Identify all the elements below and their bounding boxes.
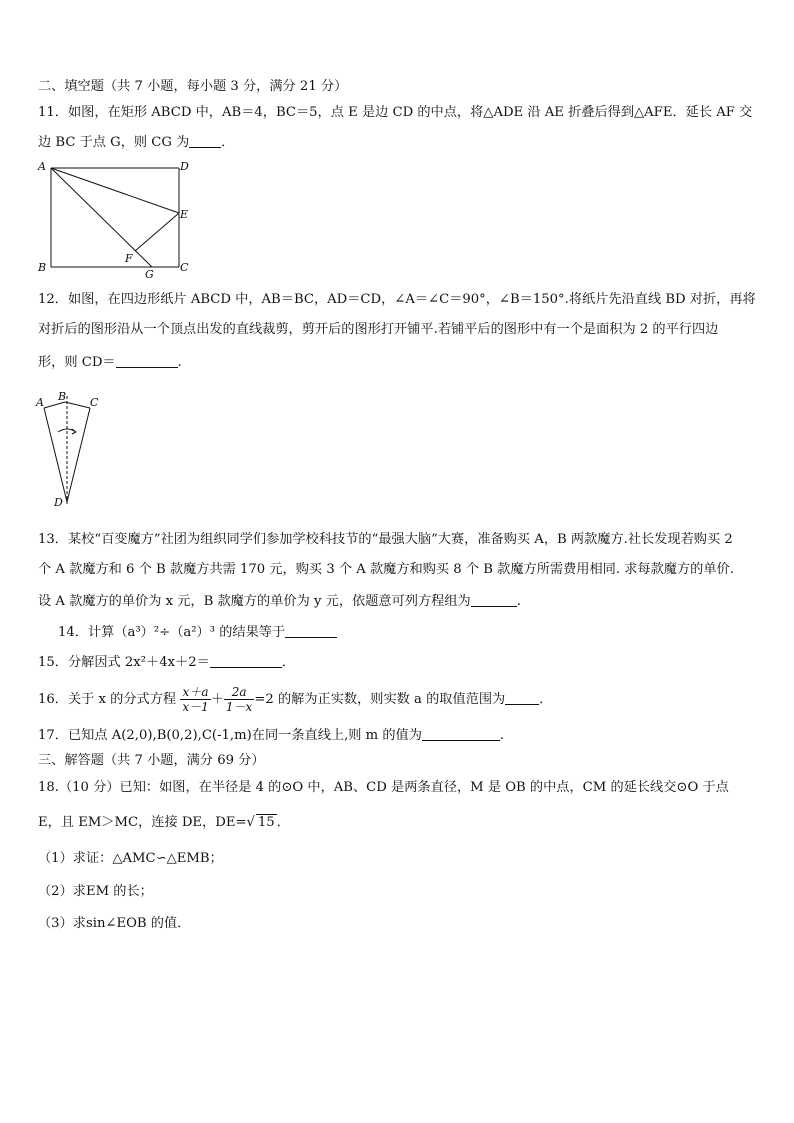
q16-text-2: =2 的解为正实数，则实数 a 的取值范围为 [254, 692, 506, 707]
q12-line-3-text: 形，则 CD＝ [38, 355, 116, 370]
q11-line-2 [38, 134, 234, 152]
sqrt-sign: √ [246, 815, 255, 830]
q18-sub-2: （2）求EM 的长； [38, 884, 153, 899]
q12-label-A: A [36, 396, 44, 409]
q11-line-2-end: ． [221, 135, 235, 150]
q12-line-3-end: . [177, 355, 182, 370]
section-2-header: 二、填空题（共 7 小题，每小题 3 分，满分 21 分） [38, 79, 348, 94]
q13-line-3 [38, 593, 521, 611]
q11-label-C: C [180, 261, 189, 274]
q13-line-1: 13．某校“百变魔方”社团为组织同学们参加学校科技节的“最强大脑”大赛，准备购买 A，B 两款魔方.社长发现若购买 2 [38, 532, 733, 547]
q12-line-2: 对折后的图形沿从一个顶点出发的直线裁剪，剪开后的图形打开铺平.若铺平后的图形中有一个是面积为 2 的平行四边 [38, 322, 719, 337]
q12-kite-figure [32, 386, 112, 512]
q11-label-D: D [180, 160, 189, 173]
q13-line-3-end: . [516, 594, 521, 609]
q16-frac2-denominator: 1－x [225, 700, 253, 714]
q11-line-2-text: 边 BC 于点 G，则 CG 为 [38, 135, 190, 150]
q16-fraction-1 [180, 685, 210, 714]
q12-line-3 [38, 354, 182, 372]
q14-text: 14．计算（a³）²÷（a²）³ 的结果等于 [58, 625, 286, 640]
q16-end: ． [539, 692, 553, 707]
q16-line [38, 680, 552, 720]
q16-plus: ＋ [210, 692, 224, 707]
q11-label-B: B [38, 261, 47, 274]
q16-frac1-denominator: x－1 [182, 700, 209, 714]
q12-label-C: C [90, 396, 99, 409]
q16-frac2-numerator: 2a [224, 685, 254, 700]
q13-answer-blank [471, 593, 517, 607]
q11-answer-blank [189, 134, 221, 148]
q15-answer-blank [210, 654, 282, 668]
q15-end: ． [281, 655, 295, 670]
q17-answer-blank [422, 727, 500, 741]
q13-line-2: 个 A 款魔方和 6 个 B 款魔方共需 170 元，购买 3 个 A 款魔方和购买 8 个 B 款魔方所需费用相同. 求每款魔方的单价. [38, 562, 734, 577]
q12-label-B: B [58, 390, 67, 403]
q15-text: 15．分解因式 2x²＋4x＋2＝ [38, 655, 210, 670]
q18-line-1: 18.（10 分）已知：如图，在半径是 4 的⊙O 中，AB、CD 是两条直径，M 是 OB 的中点，CM 的延长线交⊙O 于点 [38, 780, 729, 795]
q14-line [58, 624, 337, 642]
q11-rectangle-figure [34, 156, 204, 280]
q17-line [38, 727, 504, 745]
q11-label-E: E [180, 208, 189, 221]
q12-line-1: 12．如图，在四边形纸片 ABCD 中，AB＝BC，AD＝CD，∠A＝∠C＝90°，∠B＝150°.将纸片先沿直线 BD 对折，再将 [38, 292, 756, 307]
q16-text: 16．关于 x 的分式方程 [38, 692, 177, 707]
q11-label-F: F [125, 252, 133, 265]
q16-answer-blank [505, 691, 539, 705]
q16-fraction-2 [224, 685, 254, 714]
q16-frac1-numerator: x＋a [180, 685, 210, 700]
q18-sqrt-value: 15 [257, 815, 275, 830]
q18-line-2 [38, 814, 290, 832]
section-3-header: 三、解答题（共 7 小题，满分 69 分） [38, 753, 265, 768]
q11-label-A: A [38, 160, 46, 173]
q18-sub-3: （3）求sin∠EOB 的值． [38, 916, 191, 931]
q11-line-1: 11．如图，在矩形 ABCD 中，AB＝4，BC＝5，点 E 是边 CD 的中点，将△ADE 沿 AE 折叠后得到△AFE．延长 AF 交 [38, 105, 753, 120]
q14-answer-blank [285, 624, 337, 638]
q13-line-3-text: 设 A 款魔方的单价为 x 元，B 款魔方的单价为 y 元，依题意可列方程组为 [38, 594, 471, 609]
q17-end: . [499, 728, 505, 743]
q11-label-G: G [145, 268, 154, 280]
q18-line-2-text: E，且 EM＞MC，连接 DE，DE= [38, 815, 247, 830]
q17-text: 17．已知点 A(2,0),B(0,2),C(-1,m)在同一条直线上,则 m 的值为 [38, 728, 422, 743]
q18-sub-1: （1）求证：△AMC∽△EMB； [38, 851, 223, 866]
q15-line [38, 654, 295, 672]
q12-answer-blank [116, 354, 178, 368]
q18-line-2-end: ． [276, 815, 290, 830]
q12-label-D: D [54, 496, 63, 509]
